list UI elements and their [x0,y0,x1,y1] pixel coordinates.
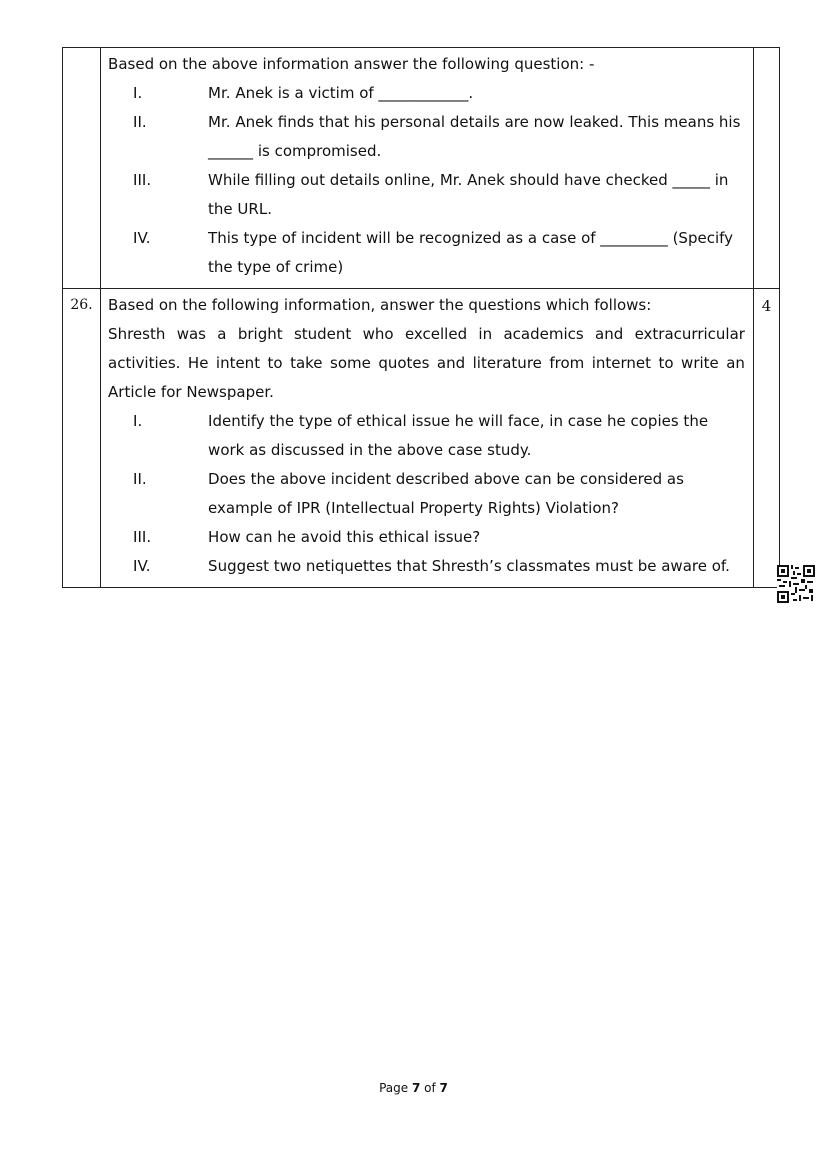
sub-question-text: Mr. Anek is a victim of ____________. [208,84,474,102]
question-intro: Based on the following information, answer the questions which follows: [108,296,652,314]
sub-question [108,465,745,523]
sub-question-text: This type of incident will be recognized as a case of _________ (Specify the type of crime) [208,229,734,276]
sub-question-numeral: II. [133,113,147,131]
sub-question [108,523,745,552]
sub-question [108,166,745,224]
question-body [101,48,754,289]
question-number [63,48,101,289]
question-table [62,47,780,588]
question-marks [753,48,779,289]
sub-question-numeral: IV. [133,557,151,575]
sub-question-text: Does the above incident described above can be considered as example of IPR (Intellectual Property Rights) Violation? [208,470,684,517]
sub-question-text: Mr. Anek finds that his personal details are now leaked. This means his ______ is compromised. [208,113,741,160]
question-marks: 4 [753,289,779,588]
sub-question [108,108,745,166]
sub-question [108,407,745,465]
qr-code-icon [777,565,815,603]
page-label: Page [379,1081,412,1095]
question-number: 26. [63,289,101,588]
sub-question-text: Suggest two netiquettes that Shresth’s classmates must be aware of. [208,557,730,575]
sub-question-numeral: I. [133,412,143,430]
sub-question-text: Identify the type of ethical issue he will face, in case he copies the work as discussed in the above case study. [208,412,709,459]
question-row [63,289,780,588]
sub-question [108,552,745,581]
sub-question-text: How can he avoid this ethical issue? [208,528,481,546]
sub-question-text: While filling out details online, Mr. Anek should have checked _____ in the URL. [208,171,729,218]
sub-question-numeral: I. [133,84,143,102]
page-footer [0,1081,827,1095]
case-study-text: Shresth was a bright student who excelled in academics and extracurricular activities. He intent to take some quotes and literature from internet to write an Article for Newspaper. [108,325,745,401]
sub-question-numeral: III. [133,171,152,189]
sub-question [108,79,745,108]
question-body [101,289,754,588]
sub-question-numeral: III. [133,528,152,546]
sub-question [108,224,745,282]
sub-question-numeral: IV. [133,229,151,247]
question-row [63,48,780,289]
page-current: 7 [411,1081,421,1095]
question-intro: Based on the above information answer the following question: - [108,55,595,73]
sub-question-numeral: II. [133,470,147,488]
page-total: 7 [439,1081,448,1095]
page-of: of [420,1081,440,1095]
